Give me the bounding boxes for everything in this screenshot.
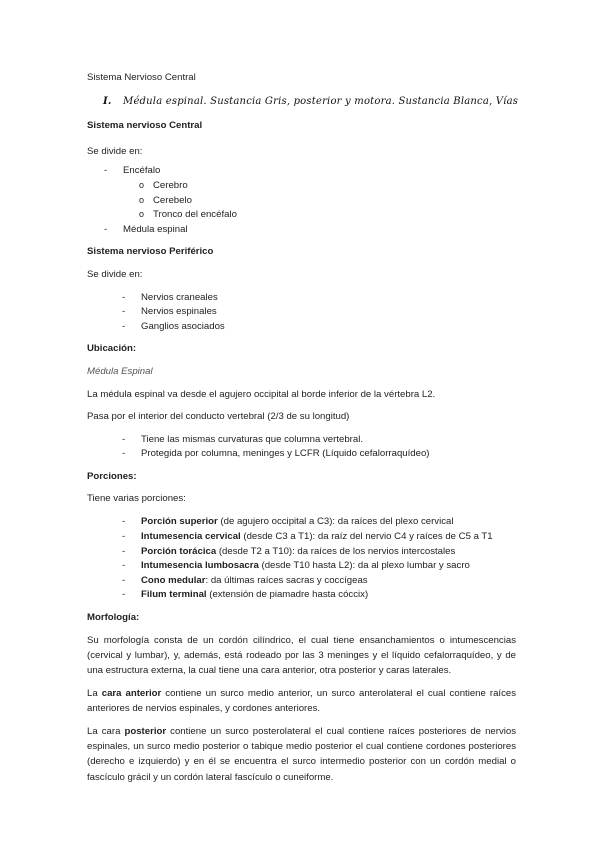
- porcion-item: [141, 546, 455, 557]
- list-item: Ganglios asociados: [141, 321, 225, 332]
- text-run: contiene un surco medio anterior, un surco anterolateral el cual contiene raíces anteriores de nervios espinales, y cordones anteriores.: [87, 688, 517, 715]
- porcion-name: Intumesencia cervical: [141, 531, 241, 542]
- porcion-item: [141, 560, 470, 571]
- sub-item-tronco: Tronco del encéfalo: [153, 209, 237, 220]
- list-dash: -: [122, 560, 126, 571]
- paragraph: [87, 686, 516, 716]
- porcion-desc: (extensión de piamadre hasta cóccix): [206, 589, 369, 600]
- snc-intro: Se divide en:: [87, 146, 143, 157]
- list-dash: -: [122, 589, 126, 600]
- sub-bullet: o: [139, 180, 145, 190]
- porciones-heading: Porciones:: [87, 471, 137, 482]
- sub-bullet: o: [139, 209, 145, 219]
- text-run: La cara: [87, 726, 125, 737]
- list-item: Protegida por columna, meninges y LCFR (Líquido cefalorraquídeo): [141, 448, 430, 459]
- list-item-medula: Médula espinal: [123, 224, 188, 235]
- porcion-item: [141, 531, 493, 542]
- snp-heading: Sistema nervioso Periférico: [87, 246, 214, 257]
- porcion-desc: (desde C3 a T1): da raíz del nervio C4 y raíces de C5 a T1: [240, 531, 493, 542]
- list-dash: -: [122, 516, 126, 527]
- list-dash: -: [122, 575, 126, 586]
- morfologia-heading: Morfología:: [87, 612, 140, 623]
- list-dash: -: [104, 224, 108, 235]
- list-item-encefalo: Encéfalo: [123, 165, 161, 176]
- ubicacion-subheading: Médula Espinal: [87, 366, 153, 377]
- porcion-item: [141, 589, 368, 600]
- paragraph: Su morfología consta de un cordón cilíndrico, el cual tiene ensanchamientos o intumescencias (cervical y lumbar), y, además, está rodeado por las 3 meninges y el líquido cefalorraquídeo, y de una estructura externa, la cual tiene una cara anterior, otra posterior y caras laterales.: [87, 635, 516, 677]
- paragraph: Pasa por el interior del conducto vertebral (2/3 de su longitud): [87, 411, 350, 422]
- porcion-name: Intumesencia lumbosacra: [141, 560, 259, 571]
- list-dash: -: [122, 448, 126, 459]
- list-dash: -: [122, 306, 126, 317]
- sub-item-cerebelo: Cerebelo: [153, 195, 192, 206]
- handwritten-numeral: I.: [103, 96, 112, 107]
- cara-anterior-term: cara anterior: [101, 688, 162, 699]
- porcion-item: [141, 516, 453, 527]
- handwritten-note: Médula espinal. Sustancia Gris, posterior y motora. Sustancia Blanca, Vías: [123, 96, 519, 107]
- list-dash: -: [122, 434, 126, 445]
- list-item: Tiene las mismas curvaturas que columna vertebral.: [141, 434, 363, 445]
- porcion-desc: (de agujero occipital a C3): da raíces del plexo cervical: [217, 516, 454, 527]
- list-dash: -: [122, 546, 126, 557]
- paragraph: [87, 724, 516, 785]
- list-dash: -: [122, 531, 126, 542]
- text-run: La: [87, 688, 102, 699]
- porcion-name: Porción superior: [141, 516, 218, 527]
- porcion-name: Cono medular: [141, 575, 206, 586]
- sub-bullet: o: [139, 195, 145, 205]
- list-item: Nervios espinales: [141, 306, 217, 317]
- porcion-item: [141, 575, 368, 586]
- list-dash: -: [122, 292, 126, 303]
- text-run: contiene un surco posterolateral el cual contiene raíces posteriores de nervios espinales, un surco medio posterior o tabique medio posterior el cual contiene cordones posteriores (derecho e izquierdo) y en él se encuentra el surco intermedio posterior con un cordón medial o fascículo grácil y un cordón lateral fascículo o cuneiforme.: [87, 726, 516, 783]
- document-title: Sistema Nervioso Central: [87, 72, 196, 83]
- sub-item-cerebro: Cerebro: [153, 180, 188, 191]
- cara-posterior-term: posterior: [124, 726, 167, 737]
- snp-intro: Se divide en:: [87, 269, 143, 280]
- porcion-desc: (desde T2 a T10): da raíces de los nervios intercostales: [216, 546, 456, 557]
- list-item: Nervios craneales: [141, 292, 218, 303]
- porciones-intro: Tiene varias porciones:: [87, 493, 186, 504]
- list-dash: -: [122, 321, 126, 332]
- porcion-desc: (desde T10 hasta L2): da al plexo lumbar y sacro: [258, 560, 470, 571]
- snc-heading: Sistema nervioso Central: [87, 120, 203, 131]
- paragraph: La médula espinal va desde el agujero occipital al borde inferior de la vértebra L2.: [87, 389, 436, 400]
- ubicacion-heading: Ubicación:: [87, 343, 137, 354]
- list-dash: -: [104, 165, 108, 176]
- porcion-name: Filum terminal: [141, 589, 207, 600]
- porcion-desc: : da últimas raíces sacras y coccígeas: [205, 575, 368, 586]
- porcion-name: Porción torácica: [141, 546, 217, 557]
